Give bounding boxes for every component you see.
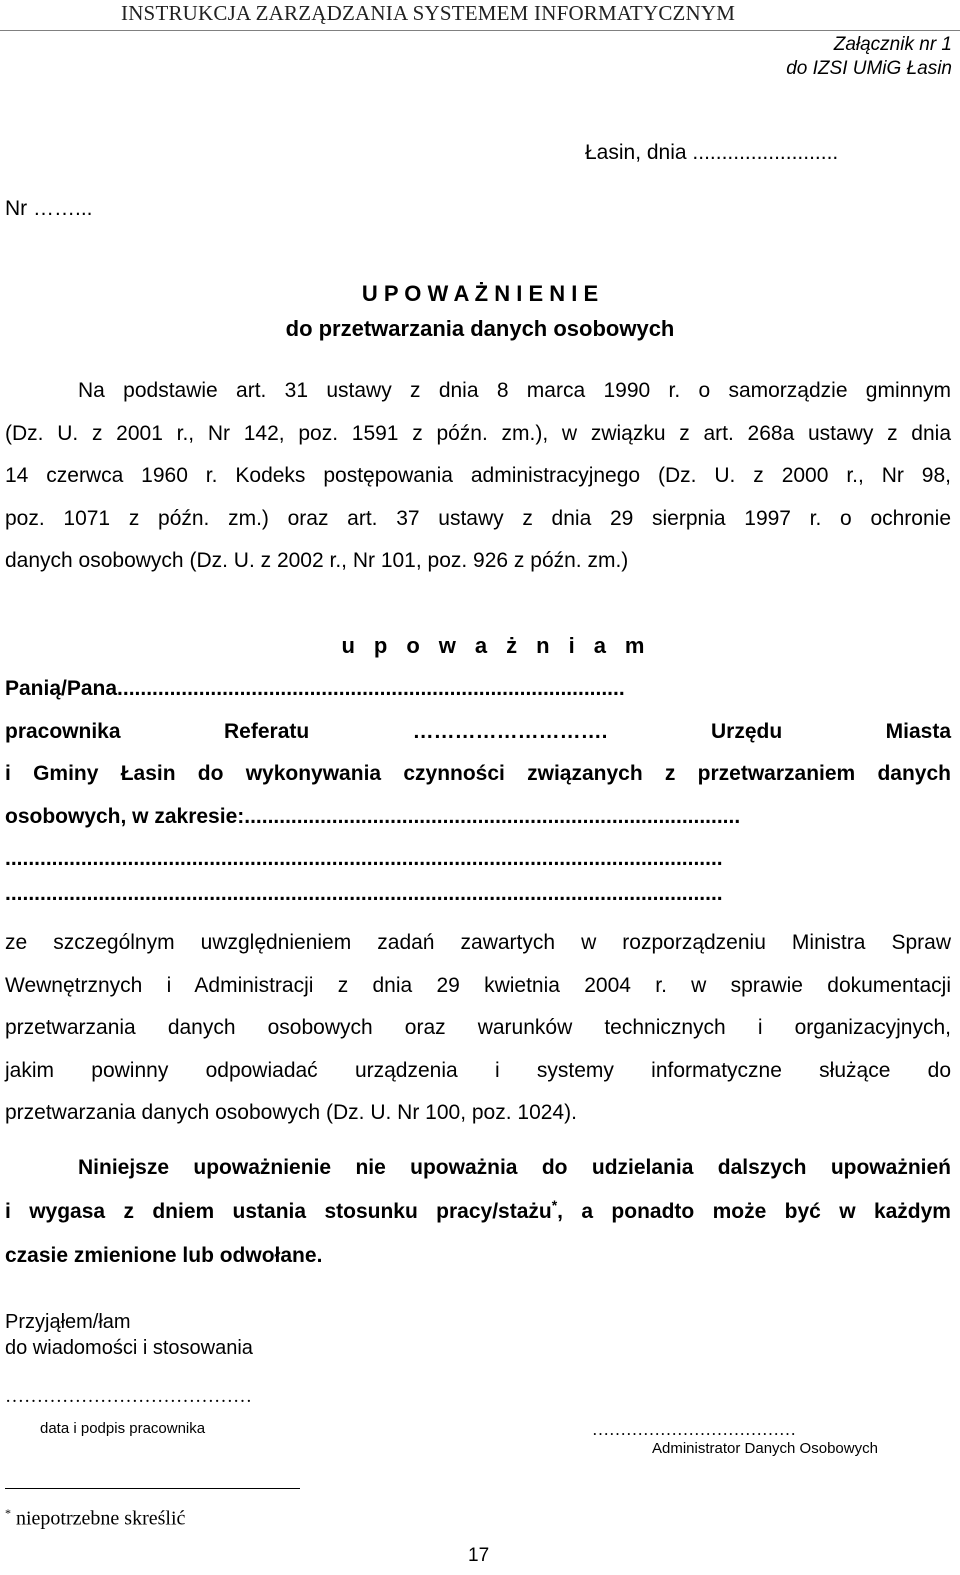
acceptance-line-1: Przyjąłem/łam xyxy=(5,1311,131,1333)
footnote-divider xyxy=(5,1488,300,1489)
acceptance-line-2: do wiadomości i stosowania xyxy=(5,1337,253,1359)
employee-signature-label: data i podpis pracownika xyxy=(40,1420,206,1437)
notice-text: i wygasa z dniem ustania stosunku pracy/stażu xyxy=(5,1200,552,1223)
place-date: Łasin, dnia ......................... xyxy=(585,141,839,164)
notice-line xyxy=(5,1190,951,1234)
legal-basis-line: danych osobowych (Dz. U. z 2002 r., Nr 101, poz. 926 z późn. zm.) xyxy=(5,549,629,572)
regulation-line: ze szczególnym uwzględnieniem zadań zawartych w rozporządzeniu Ministra Spraw xyxy=(5,931,951,954)
notice-text: , a ponadto może być w każdym xyxy=(557,1200,951,1223)
notice-line: Niniejsze upoważnienie nie upoważnia do udzielania dalszych upoważnień xyxy=(78,1156,951,1179)
employee-scope-field: osobowych, w zakresie:..................................................................................... xyxy=(5,804,741,828)
employee-signature-line: ………………………………… xyxy=(5,1386,252,1407)
regulation-line: przetwarzania danych osobowych (Dz. U. Nr 100, poz. 1024). xyxy=(5,1101,577,1124)
legal-basis-line: (Dz. U. z 2001 r., Nr 142, poz. 1591 z późn. zm.), w związku z art. 268a ustawy z dnia xyxy=(5,421,951,445)
document-number: Nr ……... xyxy=(5,197,93,220)
employee-department-line: pracownika Referatu ………………………. Urzędu Miasta xyxy=(5,719,951,743)
footnote-marker: * xyxy=(551,1197,558,1213)
annex-line-2: do IZSI UMiG Łasin xyxy=(786,58,952,79)
footnote-text: niepotrzebne skreślić xyxy=(11,1507,186,1530)
administrator-signature-label: Administrator Danych Osobowych xyxy=(652,1440,878,1457)
footnote-star: * xyxy=(5,1506,11,1520)
header-title: INSTRUKCJA ZARZĄDZANIA SYSTEMEM INFORMATYCZNYM xyxy=(121,1,736,25)
regulation-line: przetwarzania danych osobowych oraz warunków technicznych i organizacyjnych, xyxy=(5,1016,951,1039)
regulation-paragraph xyxy=(5,922,951,1135)
legal-basis-paragraph xyxy=(5,370,951,583)
notice-line: czasie zmienione lub odwołane. xyxy=(5,1244,323,1267)
employee-block xyxy=(5,668,951,908)
authorize-word: upoważniam xyxy=(341,633,664,658)
employee-scope-line: i Gminy Łasin do wykonywania czynności związanych z przetwarzaniem danych xyxy=(5,762,951,785)
document-title: U P O W A Ż N I E N I E xyxy=(361,281,599,306)
notice-paragraph xyxy=(5,1146,951,1278)
document-subtitle: do przetwarzania danych osobowych xyxy=(285,316,675,341)
legal-basis-line: Na podstawie art. 31 ustawy z dnia 8 marca 1990 r. o samorządzie gminnym xyxy=(78,379,951,402)
employee-name-line: Panią/Pana....................................................................................... xyxy=(5,677,625,700)
regulation-line: jakim powinny odpowiadać urządzenia i systemy informatyczne służące do xyxy=(5,1058,951,1082)
regulation-line: Wewnętrznych i Administracji z dnia 29 kwietnia 2004 r. w sprawie dokumentacji xyxy=(5,973,951,997)
administrator-signature-line: ……………………………… xyxy=(592,1420,796,1439)
legal-basis-line: poz. 1071 z późn. zm.) oraz art. 37 ustawy z dnia 29 sierpnia 1997 r. o ochronie xyxy=(5,506,951,530)
page-number: 17 xyxy=(468,1545,490,1566)
footnote xyxy=(5,1506,185,1531)
employee-scope-field: ........................................................................................................................... xyxy=(5,882,723,905)
employee-scope-field: ........................................................................................................................... xyxy=(5,847,723,870)
legal-basis-line: 14 czerwca 1960 r. Kodeks postępowania administracyjnego (Dz. U. z 2000 r., Nr 98, xyxy=(5,464,951,487)
annex-line-1: Załącznik nr 1 xyxy=(833,34,952,55)
